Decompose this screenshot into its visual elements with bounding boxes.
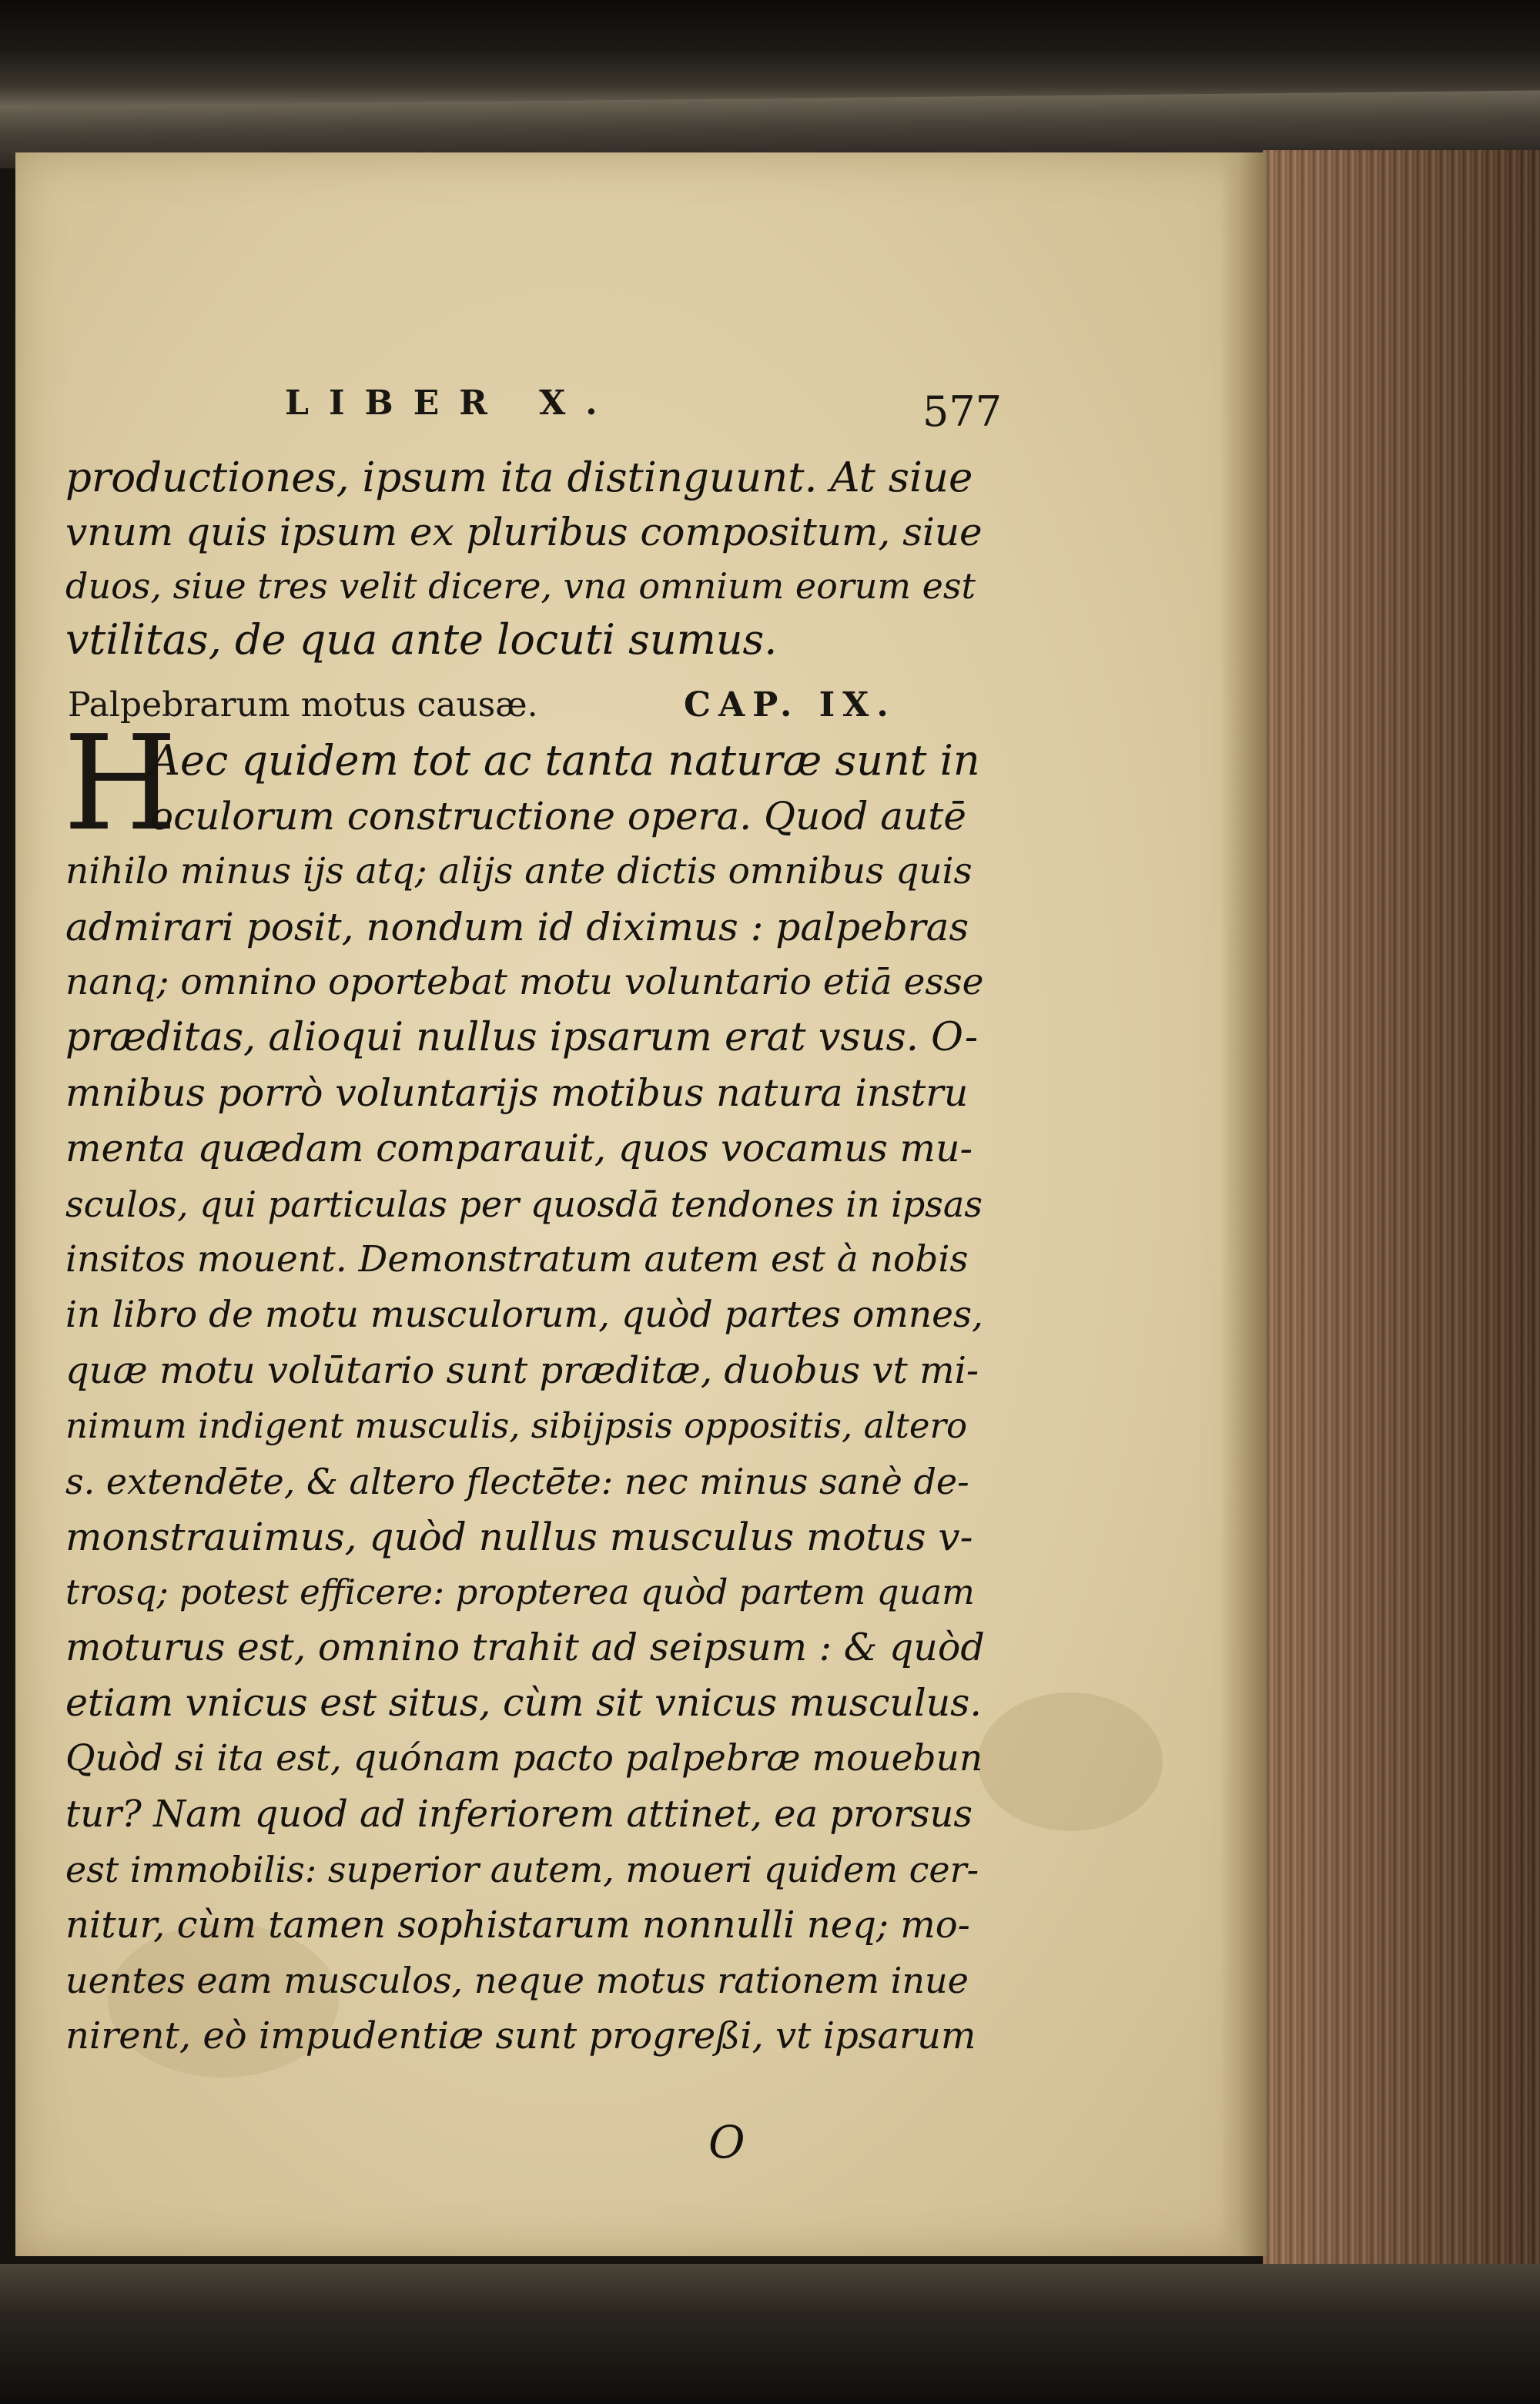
text-line: nimum indigent musculis, sibijpsis oppositis, altero xyxy=(65,1405,968,1446)
text-line: nanq; omnino oportebat motu voluntario etiā esse xyxy=(65,961,984,1003)
text-line: uentes eam musculos, neque motus rationem inue xyxy=(65,1960,969,2001)
text-line: productiones, ipsum ita distinguunt. At siue xyxy=(65,454,973,501)
text-line: tur? Nam quod ad inferiorem attinet, ea prorsus xyxy=(65,1793,973,1836)
page-stain xyxy=(978,1693,1163,1831)
text-line: in libro de motu musculorum, quòd partes omnes, xyxy=(65,1294,983,1336)
text-line: menta quædam comparauit, quos vocamus mu- xyxy=(65,1127,973,1170)
text-line: trosq; potest efficere: propterea quòd partem quam xyxy=(65,1572,975,1612)
text-line: monstrauimus, quòd nullus musculus motus v- xyxy=(65,1515,973,1559)
drop-cap: H xyxy=(63,708,178,860)
text-line: præditas, alioqui nullus ipsarum erat vsus. O- xyxy=(65,1015,979,1060)
catchword: O xyxy=(708,2116,745,2168)
chapter-number: CAP. IX. xyxy=(684,685,896,725)
running-head: LIBER X. xyxy=(285,383,618,423)
text-line: Quòd si ita est, quónam pacto palpebræ mouebun xyxy=(65,1737,983,1780)
text-line: vnum quis ipsum ex pluribus compositum, siue xyxy=(65,510,983,554)
text-line: nihilo minus ijs atq; alijs ante dictis omnibus quis xyxy=(65,850,973,892)
text-line: duos, siue tres velit dicere, vna omnium eorum est xyxy=(65,565,976,607)
text-line: Aec quidem tot ac tanta naturæ sunt in xyxy=(150,736,980,785)
chapter-caption: Palpebrarum motus causæ. xyxy=(68,685,538,725)
text-line: mnibus porrò voluntarijs motibus natura instru xyxy=(65,1071,969,1115)
text-line: oculorum constructione opera. Quod autē xyxy=(150,794,966,839)
text-line: moturus est, omnino trahit ad seipsum : & quòd xyxy=(65,1626,985,1669)
text-line: insitos mouent. Demonstratum autem est à nobis xyxy=(65,1238,969,1281)
book-page xyxy=(15,152,1251,2256)
text-line: etiam vnicus est situs, cùm sit vnicus musculus. xyxy=(65,1681,982,1725)
text-line: est immobilis: superior autem, moueri quidem cer- xyxy=(65,1849,979,1890)
page-number: 577 xyxy=(922,387,1003,436)
text-line: admirari posit, nondum id diximus : palpebras xyxy=(65,905,969,949)
background-top-edge xyxy=(0,0,1540,108)
text-line: s. extendēte, & altero flectēte: nec minus sanè de- xyxy=(65,1461,969,1502)
book-fore-edge xyxy=(1263,150,1540,2264)
text-line: nitur, cùm tamen sophistarum nonnulli neq; mo- xyxy=(65,1903,970,1947)
text-line: sculos, qui particulas per quosdā tendones in ipsas xyxy=(65,1184,983,1225)
text-line: quæ motu volūtario sunt præditæ, duobus vt mi- xyxy=(65,1349,979,1392)
page-gutter-shadow xyxy=(1220,152,1267,2256)
text-line: vtilitas, de qua ante locuti sumus. xyxy=(65,615,778,664)
text-line: nirent, eò impudentiæ sunt progreßi, vt ipsarum xyxy=(65,2014,976,2057)
background-bottom-edge xyxy=(0,2264,1540,2404)
